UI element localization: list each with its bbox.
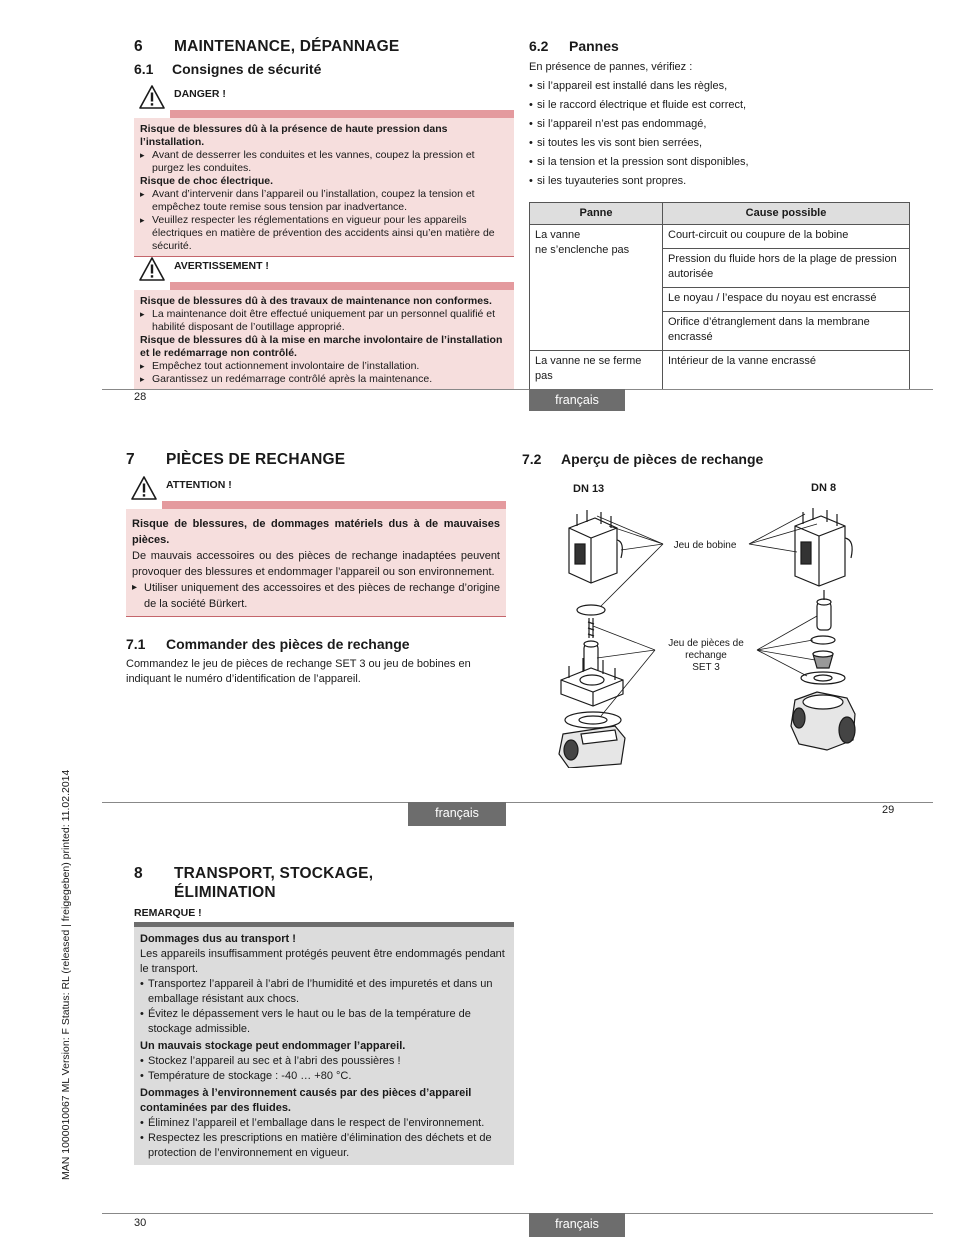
document-id-side-text: MAN 1000010067 ML Version: F Status: RL (released | freigegeben) printed: 11.02.2014 — [60, 769, 72, 1180]
attention-bar — [162, 501, 506, 509]
warning-triangle-icon — [130, 475, 158, 501]
table-cell-cause: Court-circuit ou coupure de la bobine — [663, 225, 910, 249]
avertissement-bar — [170, 282, 514, 290]
table-cell-cause: Le noyau / l’espace du noyau est encrassé — [663, 288, 910, 312]
language-tab: français — [529, 1213, 625, 1237]
remarque-label: REMARQUE ! — [134, 907, 202, 919]
table-cell-panne: La vanne ne s’enclenche pas — [530, 225, 663, 351]
pannes-check-item: • si l’appareil n’est pas endommagé, — [529, 115, 909, 134]
avertissement-body — [134, 290, 514, 390]
section-7-2-title: Aperçu de pièces de rechange — [561, 451, 764, 467]
section-7-2-number: 7.2 — [522, 451, 542, 467]
page-divider — [102, 802, 933, 803]
avertissement-item-2: ▸ Empêchez tout actionnement involontaire de l’installation. — [140, 360, 508, 373]
table-row — [530, 351, 910, 390]
dn8-label: DN 8 — [811, 482, 837, 494]
language-tab: français — [529, 389, 625, 411]
section-6-1-title: Consignes de sécurité — [172, 61, 322, 77]
table-header-cause: Cause possible — [663, 203, 910, 225]
avertissement-box — [134, 256, 514, 390]
danger-heading-1: Risque de blessures dû à la présence de haute pression dans l’installation. — [140, 123, 448, 148]
page-divider — [102, 1213, 933, 1214]
faults-table — [529, 202, 910, 390]
attention-label: ATTENTION ! — [166, 479, 232, 491]
page-number: 30 — [134, 1217, 147, 1229]
remarque-paragraph-1: Les appareils insuffisamment protégés peuvent être endommagés pendant le transport. — [140, 948, 505, 975]
table-cell-cause: Orifice d’étranglement dans la membrane encrassé — [663, 312, 910, 351]
section-7-1-text: Commandez le jeu de pièces de rechange SET 3 ou jeu de bobines en indiquant le numéro d’identification de l’appareil. — [126, 658, 471, 685]
dn13-spring-icon — [588, 618, 594, 638]
avertissement-header — [134, 256, 514, 290]
spare-parts-diagram — [555, 478, 875, 768]
remarque-item: • Respectez les prescriptions en matière d’élimination des déchets et de protection de l’environnement en vigueur. — [140, 1131, 508, 1161]
attention-box — [126, 475, 506, 617]
table-header-panne: Panne — [530, 203, 663, 225]
spare-set-label: Jeu de pièces de rechange SET 3 — [668, 638, 744, 673]
table-cell-cause: Pression du fluide hors de la plage de pression autorisée — [663, 249, 910, 288]
pannes-intro: En présence de pannes, vérifiez : — [529, 61, 693, 73]
dn8-washer-icon — [811, 636, 835, 644]
section-7-1-number: 7.1 — [126, 636, 146, 652]
avertissement-item-1: ▸ La maintenance doit être effectué uniquement par un personnel qualifié et habilité disposant de l’outillage approprié. — [140, 308, 508, 334]
dn13-valve-body-icon — [559, 726, 625, 768]
attention-paragraph: De mauvais accessoires ou des pièces de rechange inadaptées peuvent provoquer des blessures et endommager l’appareil ou son environnement. — [132, 550, 500, 578]
dn8-core-icon — [817, 590, 831, 630]
danger-item-2: ▸ Avant d’intervenir dans l’appareil ou l’installation, coupez la tension et empêchez toute remise sous tension par inadvertance. — [140, 188, 508, 214]
avertissement-label: AVERTISSEMENT ! — [174, 260, 269, 272]
remarque-item: • Évitez le dépassement vers le haut ou le bas de la température de stockage admissible. — [140, 1007, 508, 1037]
pannes-check-item: • si la tension et la pression sont disponibles, — [529, 153, 909, 172]
dn13-label: DN 13 — [573, 483, 605, 495]
warning-triangle-icon — [138, 256, 166, 282]
danger-heading-2: Risque de choc électrique. — [140, 175, 274, 187]
section-6-1-heading — [134, 61, 321, 77]
attention-body — [126, 509, 506, 617]
section-7-title: PIÈCES DE RECHANGE — [166, 451, 346, 468]
section-8-number: 8 — [134, 865, 143, 882]
page-number: 29 — [882, 804, 895, 816]
danger-item-3: ▸ Veuillez respecter les réglementations en vigueur pour les appareils électriques en matière de prévention des accidents ainsi qu’en matière de sécurité. — [140, 214, 508, 253]
dn8-valve-body-icon — [791, 692, 855, 750]
section-6-title: MAINTENANCE, DÉPANNAGE — [174, 38, 400, 55]
section-8-title-line-2: ÉLIMINATION — [174, 884, 276, 901]
table-cell-panne: La vanne ne se ferme pas — [530, 351, 663, 390]
pannes-check-item: • si les tuyauteries sont propres. — [529, 172, 909, 191]
section-6-1-number: 6.1 — [134, 61, 154, 77]
attention-item: ▸ Utiliser uniquement des accessoires et des pièces de rechange d’origine de la société Bürkert. — [132, 580, 500, 612]
attention-heading: Risque de blessures, de dommages matériels dus à de mauvaises pièces. — [132, 518, 500, 546]
avertissement-heading-1: Risque de blessures dû à des travaux de maintenance non conformes. — [140, 295, 492, 307]
avertissement-heading-2: Risque de blessures dû à la mise en marche involontaire de l’installation et le redémarrage non contrôlé. — [140, 334, 503, 359]
section-6-2-number: 6.2 — [529, 38, 549, 54]
remarque-item: • Stockez l’appareil au sec et à l’abri des poussières ! — [140, 1054, 508, 1069]
warning-triangle-icon — [138, 84, 166, 110]
coil-set-label: Jeu de bobine — [673, 540, 737, 551]
danger-box — [134, 84, 514, 257]
remarque-item: • Éliminez l’appareil et l’emballage dans le respect de l’environnement. — [140, 1116, 508, 1131]
danger-body — [134, 118, 514, 257]
section-7-2-heading — [522, 451, 763, 467]
language-tab: français — [408, 802, 506, 826]
section-8-heading — [134, 864, 373, 902]
section-7-1-heading — [126, 636, 410, 652]
remarque-box — [134, 907, 514, 1165]
remarque-body — [134, 927, 514, 1165]
danger-item-1: ▸ Avant de desserrer les conduites et les vannes, coupez la pression et purgez les conduites. — [140, 149, 508, 175]
leader-lines — [593, 514, 817, 716]
dn8-coil-icon — [795, 508, 852, 586]
section-7-heading — [126, 451, 345, 469]
attention-header — [126, 475, 506, 509]
danger-label: DANGER ! — [174, 88, 226, 100]
section-6-heading — [134, 38, 399, 56]
section-8-title-line-1: TRANSPORT, STOCKAGE, — [174, 865, 374, 882]
dn13-oring-icon — [577, 605, 605, 615]
page-number: 28 — [134, 391, 147, 403]
danger-header — [134, 84, 514, 118]
section-6-2-title: Pannes — [569, 38, 619, 54]
pannes-check-item: • si toutes les vis sont bien serrées, — [529, 134, 909, 153]
pannes-text — [529, 58, 909, 191]
pannes-check-item: • si le raccord électrique et fluide est correct, — [529, 96, 909, 115]
exploded-view-drawing — [555, 478, 875, 768]
section-6-number: 6 — [134, 38, 143, 55]
dn13-coil-icon — [569, 510, 622, 583]
section-7-1-title: Commander des pièces de rechange — [166, 636, 410, 652]
table-header-row — [530, 203, 910, 225]
remarque-heading-2: Un mauvais stockage peut endommager l’appareil. — [140, 1040, 406, 1052]
section-7-number: 7 — [126, 451, 135, 468]
avertissement-item-3: ▸ Garantissez un redémarrage contrôlé après la maintenance. — [140, 373, 508, 386]
table-row — [530, 225, 910, 249]
remarque-item: • Température de stockage : -40 … +80 °C. — [140, 1069, 508, 1084]
remarque-heading-3: Dommages à l’environnement causés par des pièces d’appareil contaminées par des fluides. — [140, 1087, 472, 1114]
remarque-heading-1: Dommages dus au transport ! — [140, 933, 296, 945]
table-cell-cause: Intérieur de la vanne encrassé — [663, 351, 910, 390]
section-6-2-heading — [529, 38, 619, 54]
page-divider — [102, 389, 933, 390]
pannes-check-item: • si l’appareil est installé dans les règles, — [529, 77, 909, 96]
danger-bar — [170, 110, 514, 118]
remarque-item: • Transportez l’appareil à l’abri de l’humidité et des impuretés et dans un emballage résistant aux chocs. — [140, 977, 508, 1007]
